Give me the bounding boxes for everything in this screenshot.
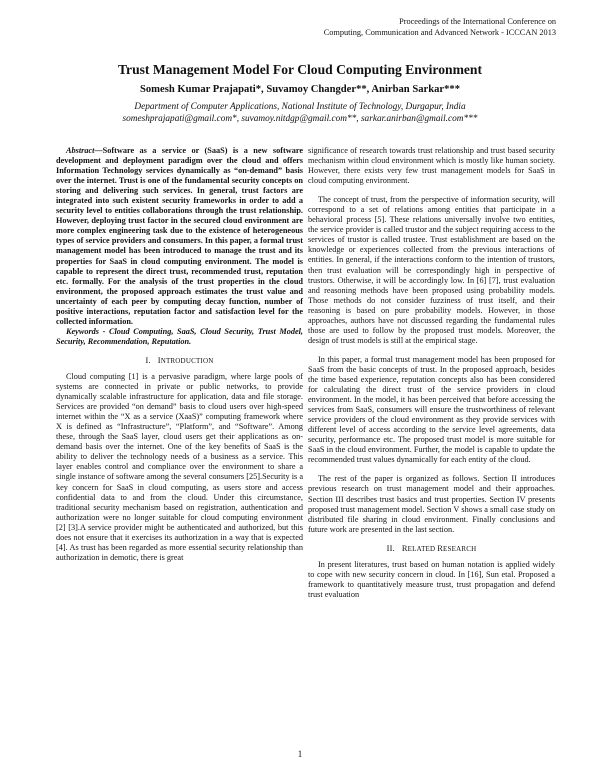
proceedings-line-1: Proceedings of the International Conference on: [399, 17, 556, 26]
abstract: [56, 146, 303, 327]
author-emails: someshprajapati@gmail.com*, suvamoy.nitdgp@gmail.com**, sarkar.anirban@gmail.com***: [122, 114, 478, 124]
organization-paragraph: The rest of the paper is organized as follows. Section II introduces previous research on trust management model and their approaches. Section III describes trust basics and trust properties. Section IV presents proposed trust management model. Section V shows a small case study on distributed file sharing in cloud environment. Finally conclusions and future work are presented in the last section.: [308, 474, 555, 534]
section-title-mid: ELATED: [407, 544, 438, 553]
proceedings-line-2: Computing, Communication and Advanced Network - ICCCAN 2013: [323, 28, 556, 37]
paper-title: Trust Management Model For Cloud Computing Environment: [117, 62, 483, 77]
section-title-initial-2: R: [437, 543, 444, 553]
right-column: [308, 146, 555, 600]
section-title-initial: I: [157, 355, 161, 365]
section-title-rest: ESEARCH: [443, 544, 477, 553]
proposal-paragraph: In this paper, a formal trust management model has been proposed for SaaS from the basic concepts of trust. In the proposed approach, besides the time based experience, reputation concepts also has been considered for calculating the direct trust of the service providers in cloud environment. In the model, it has been perceived that before accessing the services from SaaS, consumers will ensure the trustworthiness of relevant service providers of the cloud environment as they provide services with different level of access according to the service level agreements, data security, performance etc. The proposed trust model is more suitable for SaaS in the cloud environment. Further, the model is capable to update the recommended trust values dynamically for each entity of the cloud.: [308, 354, 555, 465]
abstract-dash: —: [94, 146, 103, 155]
page-number: 1: [297, 749, 303, 759]
abstract-text: Software as a service or (SaaS) is a new software development and deployment paradigm over the cloud and offers Information Technology services dynamically as “on-demand” basis over the internet. Trust is one of the fundamental security concepts on storing and delivering such services. In general, trust factors are integrated into such existent security frameworks in order to add a security level to entities collaborations through the trust relationship. However, deploying trust factor in the secured cloud environment are more complex engineering task due to the existence of heterogeneous types of service providers and consumers. In this paper, a formal trust management model has been introduced to manage the trust and its properties for SaaS in cloud computing environment. The model is capable to represent the direct trust, recommended trust, reputation etc. formally. For the analysis of the trust properties in the cloud environment, the proposed approach estimates the trust value and uncertainty of each peer by computing decay function, number of positive interactions, reputation factor and satisfaction level for the collected information.: [56, 146, 303, 326]
author-list: Somesh Kumar Prajapati*, Suvamoy Changder**, Anirban Sarkar***: [139, 84, 460, 95]
affiliation-block: [0, 101, 600, 125]
left-column: [56, 146, 303, 563]
affiliation: Department of Computer Applications, National Institute of Technology, Durgapur, India: [134, 102, 466, 112]
intro-paragraph: Cloud computing [1] is a pervasive paradigm, where large pools of systems are connected in private or public networks, to provide dynamically scalable infrastructure for application, data and file storage. Services are provided “on demand” basis to cloud users over high-speed internet within the “X as a service (XaaS)” computing framework where X is defined as “Infrastructure”, “Platform”, and “Software”. Among these, through the SaaS layer, cloud users get their applications as on-demand basis over the internet. One of the key benefits of SaaS is the ability to deliver the technology needs of a business as a service. This layer enables control and compliance over the environment to share a single instance of software among the several consumers [25].Security is a key concern for SaaS in cloud computing, as users store and access confidential data to and from the cloud. Under this circumstance, traditional security mechanism based on registration, authentication and authorization were no longer suitable for cloud computing environment [2] [3].A service provider might be authenticated and authorized, but this does not ensure that it exercises its authorization in a way that is expected [4]. As trust has been regarded as more essential security relationship than authorization in demotic, there is great: [56, 371, 303, 562]
intro-continuation-paragraph: significance of research towards trust relationship and trust based security mechanism within cloud environment which is mostly like human society. However, there exists very few trust management models for SaaS in cloud computing environment.: [308, 146, 555, 186]
abstract-label: Abstract: [66, 146, 95, 155]
section-heading-related-research: [308, 544, 555, 554]
keywords: Keywords - Cloud Computing, SaaS, Cloud Security, Trust Model, Security, Recommendation, Reputation.: [56, 326, 303, 346]
section-title-rest: NTRODUCTION: [160, 356, 214, 365]
trust-concept-paragraph: The concept of trust, from the perspective of information security, will correspond to a set of relations among entities that participate in a behavioral process [5]. These relations universally involve two entities, the service provider is called trustor and the subject requiring access to the services of trustor is called trustee. Trust establishment are based on the knowledge or experiences collected from the previous interactions of entities. In general, if the interactions conform to the intention of trustors, then trust evaluation will be correspondingly high in perspective of trustors. Otherwise, it will be accordingly low. In [6] [7], trust evaluation and reasoning methods have been proposed using probability models. Those methods do not consider fuzziness of trust itself, and their reasoning is based on pure probability models. However, in those approaches, authors have not discussed regarding the fundamental rules those are used to follow by the proposed trust models. Moreover, the design of trust models is still at the empirical stage.: [308, 195, 555, 345]
section-heading-introduction: [56, 356, 303, 366]
proceedings-header: [236, 16, 556, 38]
section-numeral: I.: [145, 355, 151, 365]
related-research-paragraph: In present literatures, trust based on human notation is applied widely to cope with new security concern in cloud. In [16], Sun etal. Proposed a framework to quantitatively measure trust, trust propagation and defend trust evaluation: [308, 559, 555, 599]
section-title-initial: R: [401, 543, 408, 553]
section-numeral: II.: [386, 543, 395, 553]
